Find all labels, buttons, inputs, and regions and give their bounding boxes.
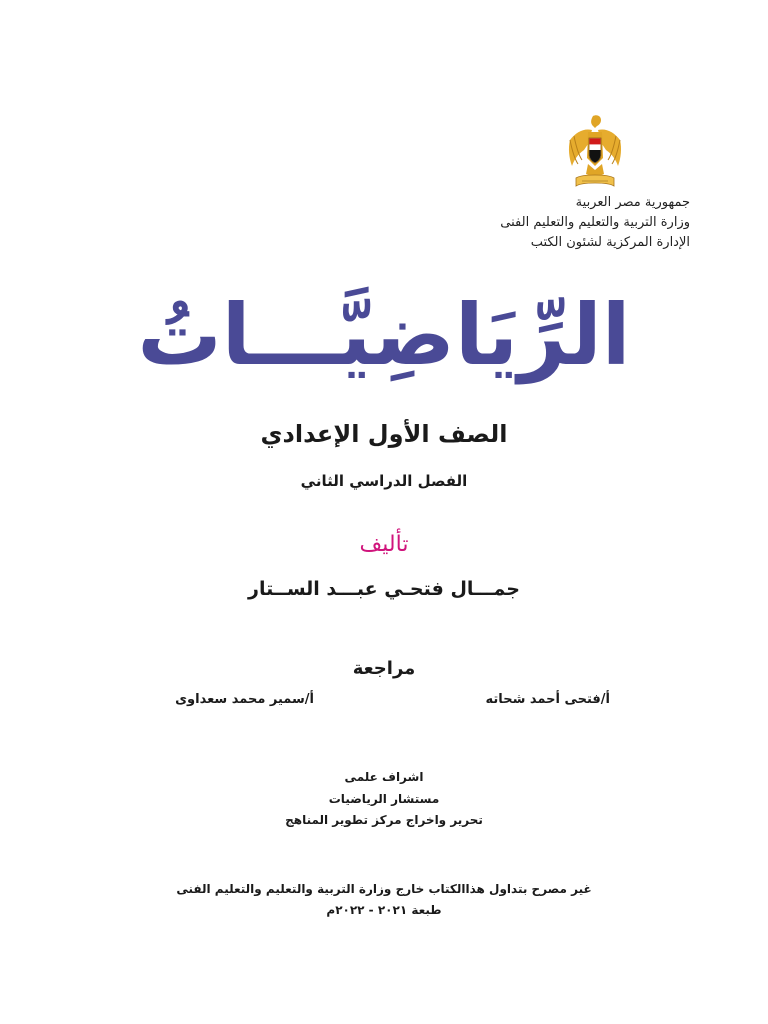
department-name: الإدارة المركزية لشئون الكتب — [530, 235, 690, 250]
egypt-eagle-emblem-icon — [566, 114, 624, 192]
editing-credit: تحرير واخراج مركز تطوير المناهج — [285, 813, 483, 827]
country-name: جمهورية مصر العربية — [575, 195, 690, 210]
reviewer-name: أ/فتحى أحمد شحاته — [485, 692, 610, 707]
author-label: تأليف — [359, 532, 409, 557]
book-title: الرِّيَاضِيَّـــاتُ — [137, 286, 631, 384]
semester-title: الفصل الدراسي الثاني — [300, 472, 468, 490]
reviewer-name: أ/سمير محمد سعداوى — [175, 692, 314, 707]
grade-title: الصف الأول الإعدادي — [260, 420, 508, 448]
edition-year: طبعة ٢٠٢١ - ٢٠٢٢م — [326, 903, 442, 917]
scientific-supervision: اشراف علمى — [344, 770, 424, 784]
math-advisor: مستشار الرياضيات — [328, 792, 440, 806]
author-name: جمـــال فتحـي عبـــد الســتار — [248, 578, 520, 600]
distribution-notice: غير مصرح بتداول هذاالكتاب خارج وزارة التربية والتعليم والتعليم الفنى — [176, 882, 592, 896]
review-label: مراجعة — [352, 658, 416, 679]
ministry-name: وزارة التربية والتعليم والتعليم الفنى — [500, 215, 690, 230]
